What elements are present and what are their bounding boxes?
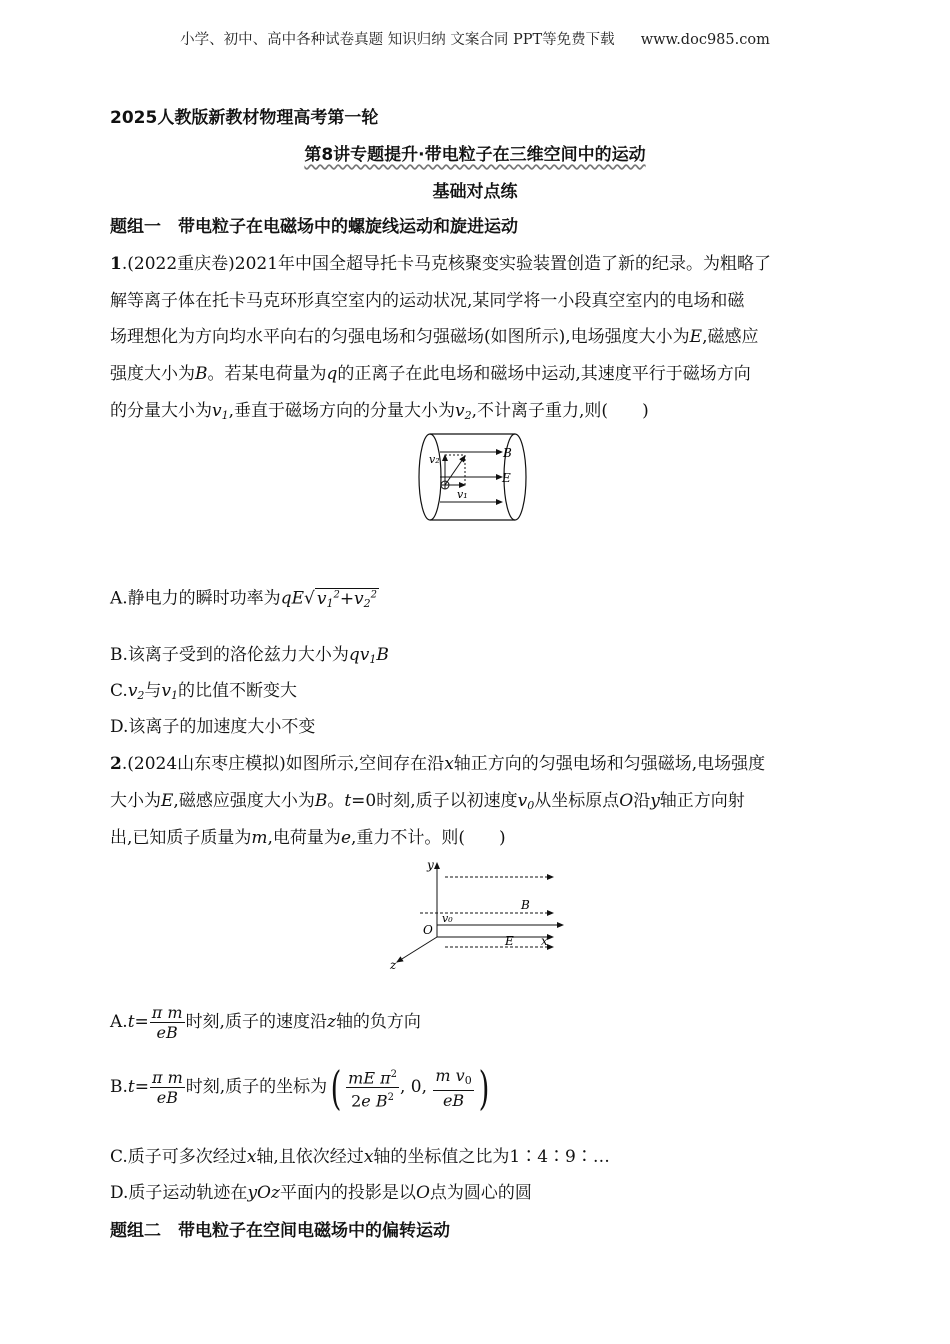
- q1-option-c-mid: 与: [144, 681, 162, 701]
- q2-symbol-b: B: [314, 791, 328, 811]
- q2-option-c: [110, 1147, 610, 1167]
- q1-text-4a: 强度大小为: [110, 364, 195, 384]
- lecture-title: [0, 145, 950, 165]
- group1-title: 题组一 带电粒子在电磁场中的螺旋线运动和旋进运动: [110, 217, 518, 237]
- q2-option-c-text-1: C.质子可多次经过: [110, 1147, 247, 1167]
- q1-option-c-v1: $v_1$: [161, 681, 179, 702]
- q1-text-3a: 场理想化为方向均水平向右的匀强电场和匀强磁场(如图所示),电场强度大小为: [110, 327, 690, 347]
- right-paren-icon: ): [478, 1060, 490, 1115]
- q2-fig-label-y: y: [427, 858, 434, 872]
- q2-option-b: B.t= $\frac{\text{π m}}{eB}$ 时刻,质子的坐标为( $\frac{mE \pi^2}{2e B^2}$ , 0, $\frac{m v_0}{eB}$ ): [110, 1060, 490, 1115]
- q2-option-b-t: t: [127, 1077, 135, 1097]
- q2-text-2a: 大小为: [110, 791, 161, 811]
- header-url[interactable]: www.doc985.com: [640, 32, 770, 48]
- q2-fig-label-o: O: [423, 923, 433, 937]
- q1-option-a-formula: qE: [280, 588, 304, 609]
- q2-option-a-z: z: [326, 1012, 336, 1032]
- q2-text-2f: 沿: [633, 791, 651, 811]
- q2-text-3a: 出,已知质子质量为: [110, 828, 252, 848]
- q1-option-c-v2: $v_2$: [127, 681, 145, 702]
- q2-symbol-x: x: [444, 754, 454, 774]
- q2-symbol-t: t: [344, 791, 352, 811]
- q2-option-c-x2: x: [363, 1147, 374, 1167]
- q1-option-c: $C.v_2$与$v_1$的比值不断变大: [110, 681, 298, 702]
- q1-fig-label-b: B: [503, 446, 512, 460]
- q2-text-3c: ,重力不计。则( ): [351, 828, 506, 848]
- q1-source: .(2022重庆卷): [121, 254, 235, 274]
- q1-option-d: D.该离子的加速度大小不变: [110, 717, 316, 737]
- q2-source: .(2024山东枣庄模拟): [121, 754, 286, 774]
- q2-line-3: [110, 828, 506, 848]
- q1-line-4: [110, 364, 751, 384]
- q2-text-2g: 轴正方向射: [659, 791, 745, 811]
- q2-option-c-text-3: 轴的坐标值之比为1∶4∶9∶…: [373, 1147, 610, 1167]
- q1-line-5: [110, 401, 649, 426]
- q2-symbol-v0: $v_0$: [517, 791, 535, 812]
- sqrt-icon: √: [303, 588, 315, 609]
- q2-symbol-o: O: [619, 791, 634, 811]
- q1-symbol-v1: $v_1$: [212, 401, 229, 422]
- q2-text-1a: 如图所示,空间存在沿: [285, 754, 445, 774]
- q2-option-c-text-2: 轴,且依次经过: [256, 1147, 364, 1167]
- q1-option-c-text: 的比值不断变大: [178, 681, 298, 701]
- q2-text-2d: =0时刻,质子以初速度: [351, 791, 518, 811]
- q2-text-2e: 从坐标原点: [534, 791, 620, 811]
- q1-option-a: [110, 585, 379, 614]
- q1-text-1: 2021年中国全超导托卡马克核聚变实验装置创造了新的纪录。为粗略了: [234, 254, 772, 274]
- q2-number: 2: [110, 754, 122, 774]
- q1-option-b: [110, 645, 389, 670]
- q2-symbol-charge-e: e: [340, 828, 351, 848]
- q1-line-3: [110, 327, 759, 347]
- q2-option-a: A.t= $\frac{\text{π m}}{eB}$ 时刻,质子的速度沿z轴的负方向: [110, 1003, 421, 1042]
- header-text: 小学、初中、高中各种试卷真题 知识归纳 文案合同 PPT等免费下载: [180, 32, 615, 48]
- q1-line-1: [110, 254, 771, 274]
- q2-line-1: [110, 754, 765, 774]
- q2-text-3b: ,电荷量为: [267, 828, 341, 848]
- q1-text-3b: ,磁感应: [702, 327, 759, 347]
- q2-text-2b: ,磁感应强度大小为: [173, 791, 315, 811]
- left-paren-icon: (: [330, 1060, 342, 1115]
- q2-option-c-x1: x: [246, 1147, 257, 1167]
- q1-text-4b: 。若某电荷量为: [207, 364, 327, 384]
- q2-fig-label-x: x: [541, 934, 548, 948]
- q1-line-2: 解等离子体在托卡马克环形真空室内的运动状况,某同学将一小段真空室内的电场和磁: [110, 291, 745, 311]
- group2-title: 题组二 带电粒子在空间电磁场中的偏转运动: [110, 1221, 450, 1241]
- q2-fig-label-v0: v₀: [442, 912, 453, 925]
- subject-title: 2025人教版新教材物理高考第一轮: [110, 108, 379, 128]
- q1-figure: [410, 430, 538, 525]
- q2-text-1b: 轴正方向的匀强电场和匀强磁场,电场强度: [453, 754, 766, 774]
- q1-symbol-q: q: [326, 364, 338, 384]
- site-header: [0, 28, 950, 49]
- q2-option-d-text-3: 点为圆心的圆: [429, 1183, 532, 1203]
- q1-fig-label-v1: v₁: [457, 488, 468, 501]
- q2-option-b-fraction: $\frac{\text{π m}}{eB}$: [152, 1068, 183, 1107]
- q1-option-a-text: A.静电力的瞬时功率为: [110, 588, 281, 609]
- q2-option-b-coord-x: $\frac{mE \pi^2}{2e B^2}$: [346, 1065, 399, 1111]
- q2-symbol-m: m: [251, 828, 268, 848]
- q1-option-b-formula: $qv_1B$: [348, 645, 389, 666]
- q1-symbol-b: B: [195, 364, 208, 384]
- q2-option-a-text-2: 轴的负方向: [335, 1012, 421, 1032]
- q2-option-d-plane: yOz: [247, 1183, 280, 1203]
- q2-symbol-e: E: [161, 791, 174, 811]
- q2-text-2c: 。: [327, 791, 345, 811]
- q2-option-b-coord-z: $\frac{m v_0}{eB}$: [435, 1065, 472, 1110]
- q1-text-4c: 的正离子在此电场和磁场中运动,其速度平行于磁场方向: [337, 364, 751, 384]
- q2-option-a-t: t: [127, 1012, 135, 1032]
- section-title: 基础对点练: [432, 182, 518, 202]
- q2-figure: [385, 855, 575, 975]
- q1-fig-label-v2: v₂: [429, 453, 440, 466]
- q1-number: 1: [110, 254, 122, 274]
- q1-symbol-e: E: [689, 327, 703, 347]
- q2-option-d-text-2: 平面内的投影是以: [279, 1183, 416, 1203]
- q1-text-5a: 的分量大小为: [110, 401, 212, 421]
- q2-symbol-y: y: [650, 791, 660, 811]
- q1-text-5b: ,垂直于磁场方向的分量大小为: [228, 401, 456, 421]
- q1-option-a-radicand: $v_1^2+v_2^2$: [316, 588, 378, 610]
- q2-fig-label-b: B: [521, 898, 530, 912]
- q2-option-d-text-1: D.质子运动轨迹在: [110, 1183, 248, 1203]
- q2-fig-label-e: E: [505, 934, 514, 948]
- q2-option-a-text-1: 时刻,质子的速度沿: [185, 1012, 327, 1032]
- q2-option-d: [110, 1183, 532, 1203]
- q1-fig-label-e: E: [502, 471, 511, 485]
- q1-option-b-text: B.该离子受到的洛伦兹力大小为: [110, 645, 349, 665]
- lecture-title-text: 第8讲专题提升·带电粒子在三维空间中的运动: [304, 145, 646, 165]
- q1-symbol-v2: $v_2$: [455, 401, 472, 422]
- q2-option-a-fraction: $\frac{\text{π m}}{eB}$: [151, 1003, 183, 1042]
- q2-option-d-o: O: [415, 1183, 430, 1203]
- q2-fig-label-z: z: [390, 958, 397, 972]
- q2-option-b-text: 时刻,质子的坐标为: [185, 1077, 328, 1097]
- q1-text-5c: ,不计离子重力,则( ): [471, 401, 649, 421]
- q2-line-2: [110, 791, 745, 816]
